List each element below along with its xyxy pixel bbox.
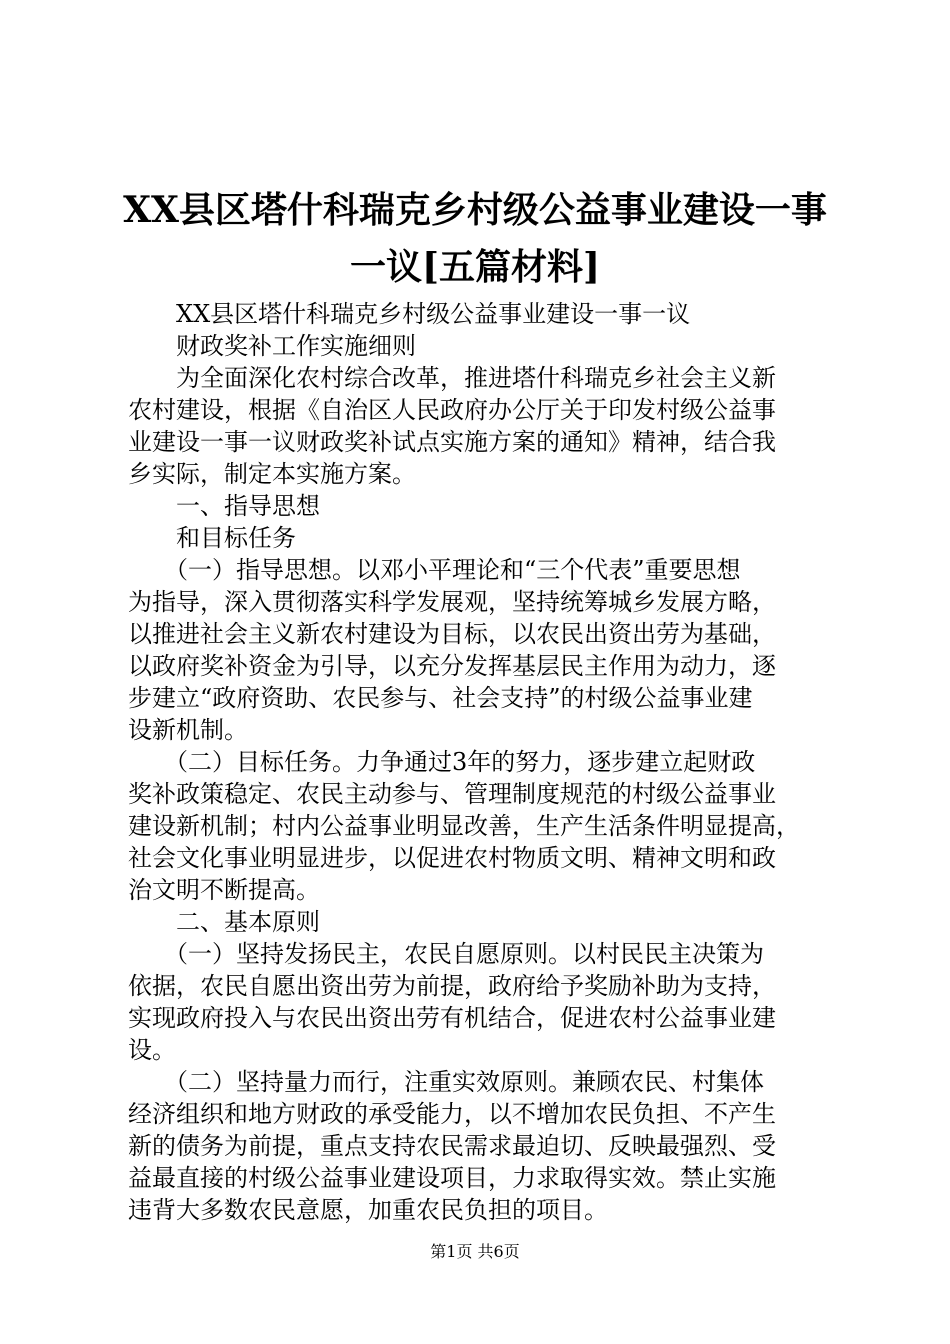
body-line: 乡实际，制定本实施方案。 bbox=[128, 460, 416, 488]
section-heading: 二、基本原则 bbox=[128, 908, 320, 936]
body-line: （一）指导思想。以邓小平理论和“三个代表”重要思想 bbox=[128, 556, 741, 584]
body-line: 财政奖补工作实施细则 bbox=[128, 332, 416, 360]
body-line: 经济组织和地方财政的承受能力，以不增加农民负担、不产生 bbox=[128, 1100, 776, 1128]
body-line: 新的债务为前提，重点支持农民需求最迫切、反映最强烈、受 bbox=[128, 1132, 776, 1160]
body-line: 设。 bbox=[128, 1036, 176, 1064]
body-line: 为指导，深入贯彻落实科学发展观，坚持统筹城乡发展方略， bbox=[128, 588, 776, 616]
section-heading: 和目标任务 bbox=[128, 524, 296, 552]
body-line: 依据，农民自愿出资出劳为前提，政府给予奖励补助为支持， bbox=[128, 972, 776, 1000]
body-line: 以政府奖补资金为引导，以充分发挥基层民主作用为动力，逐 bbox=[128, 652, 776, 680]
body-line: 业建设一事一议财政奖补试点实施方案的通知》精神，结合我 bbox=[128, 428, 776, 456]
body-line: XX县区塔什科瑞克乡村级公益事业建设一事一议 bbox=[128, 300, 691, 328]
body-line: 违背大多数农民意愿，加重农民负担的项目。 bbox=[128, 1196, 608, 1224]
body-line: 为全面深化农村综合改革，推进塔什科瑞克乡社会主义新 bbox=[128, 364, 776, 392]
body-line: 步建立“政府资助、农民参与、社会支持”的村级公益事业建 bbox=[128, 684, 753, 712]
body-line: 社会文化事业明显进步，以促进农村物质文明、精神文明和政 bbox=[128, 844, 776, 872]
document-title-line-2: 一议[五篇材料] bbox=[349, 246, 601, 288]
body-line: 奖补政策稳定、农民主动参与、管理制度规范的村级公益事业 bbox=[128, 780, 776, 808]
page-footer: 第1页 共6页 bbox=[430, 1242, 520, 1261]
body-line: 治文明不断提高。 bbox=[128, 876, 320, 904]
body-line: （二）目标任务。力争通过3年的努力，逐步建立起财政 bbox=[128, 748, 756, 776]
body-line: 建设新机制；村内公益事业明显改善，生产生活条件明显提高， bbox=[128, 812, 800, 840]
section-heading: 一、指导思想 bbox=[128, 492, 320, 520]
body-line: 农村建设，根据《自治区人民政府办公厅关于印发村级公益事 bbox=[128, 396, 776, 424]
body-line: 实现政府投入与农民出资出劳有机结合，促进农村公益事业建 bbox=[128, 1004, 776, 1032]
body-line: 设新机制。 bbox=[128, 716, 248, 744]
document-title-line-1: XX县区塔什科瑞克乡村级公益事业建设一事 bbox=[123, 189, 827, 231]
body-line: （二）坚持量力而行，注重实效原则。兼顾农民、村集体 bbox=[128, 1068, 764, 1096]
body-line: 益最直接的村级公益事业建设项目，力求取得实效。禁止实施 bbox=[128, 1164, 776, 1192]
body-line: 以推进社会主义新农村建设为目标，以农民出资出劳为基础， bbox=[128, 620, 776, 648]
body-line: （一）坚持发扬民主，农民自愿原则。以村民民主决策为 bbox=[128, 940, 764, 968]
